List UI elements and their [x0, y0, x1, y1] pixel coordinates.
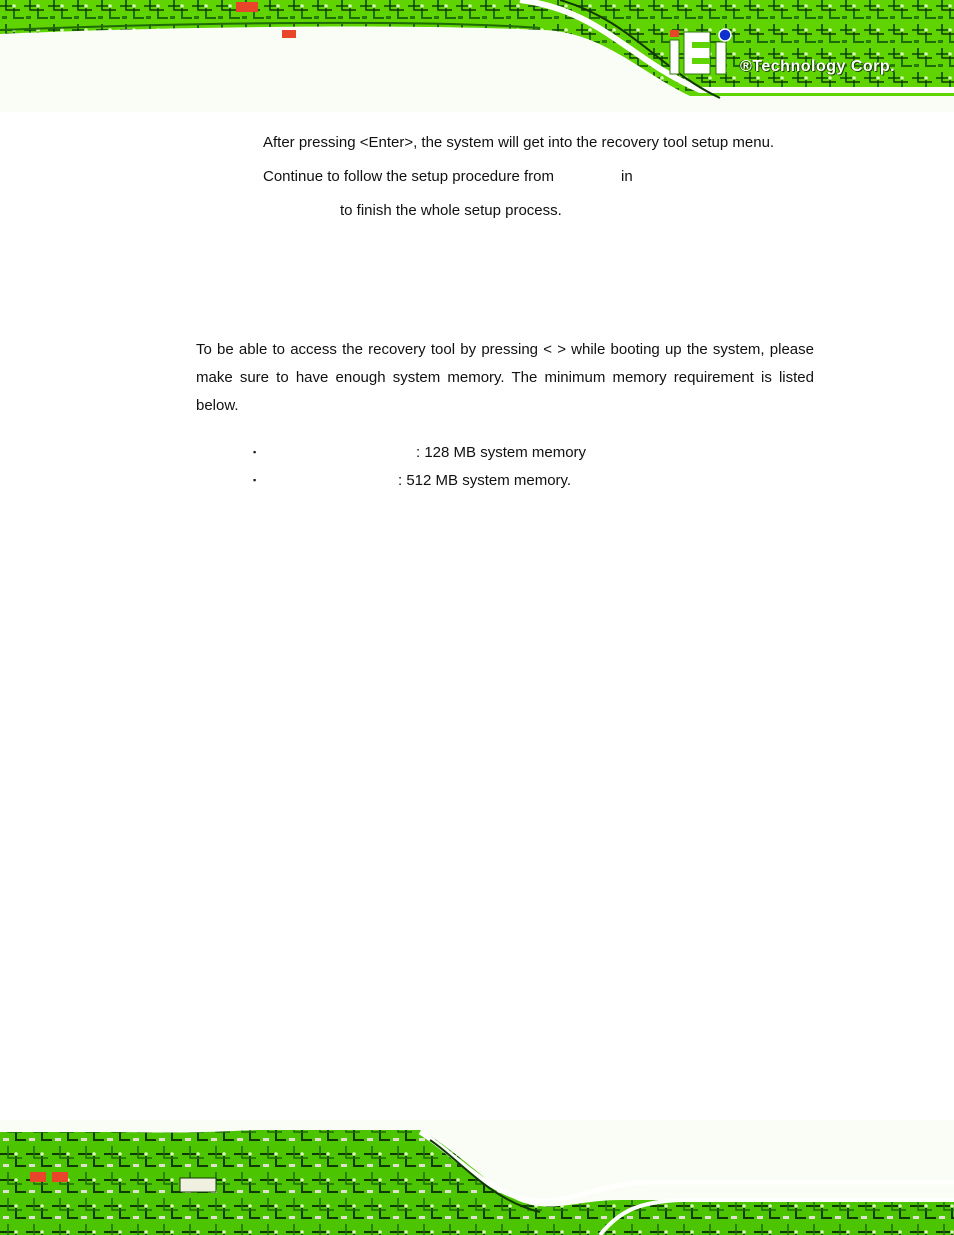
- instruction-line-1: After pressing <Enter>, the system will get into the recovery tool setup menu.: [263, 134, 775, 151]
- instruction-line-2a: Continue to follow the setup procedure from: [263, 168, 554, 185]
- list-bullet: ▪: [253, 447, 257, 457]
- list-bullet: ▪: [253, 475, 257, 485]
- memory-requirement-paragraph: To be able to access the recovery tool by pressing < > while booting up the system, please make sure to have enough system memory. The minimum memory requirement is listed below.: [196, 341, 814, 414]
- iei-logo-icon: [668, 28, 738, 76]
- instruction-line-3: to finish the whole setup process.: [340, 202, 562, 219]
- instruction-line-2b: in: [621, 168, 633, 185]
- list-item: : 128 MB system memory: [416, 444, 587, 461]
- footer-circuit-banner: [0, 1120, 954, 1235]
- header-circuit-banner: [0, 0, 954, 112]
- company-logo-text: ®Technology Corp.: [740, 58, 896, 75]
- list-item: : 512 MB system memory.: [398, 472, 572, 489]
